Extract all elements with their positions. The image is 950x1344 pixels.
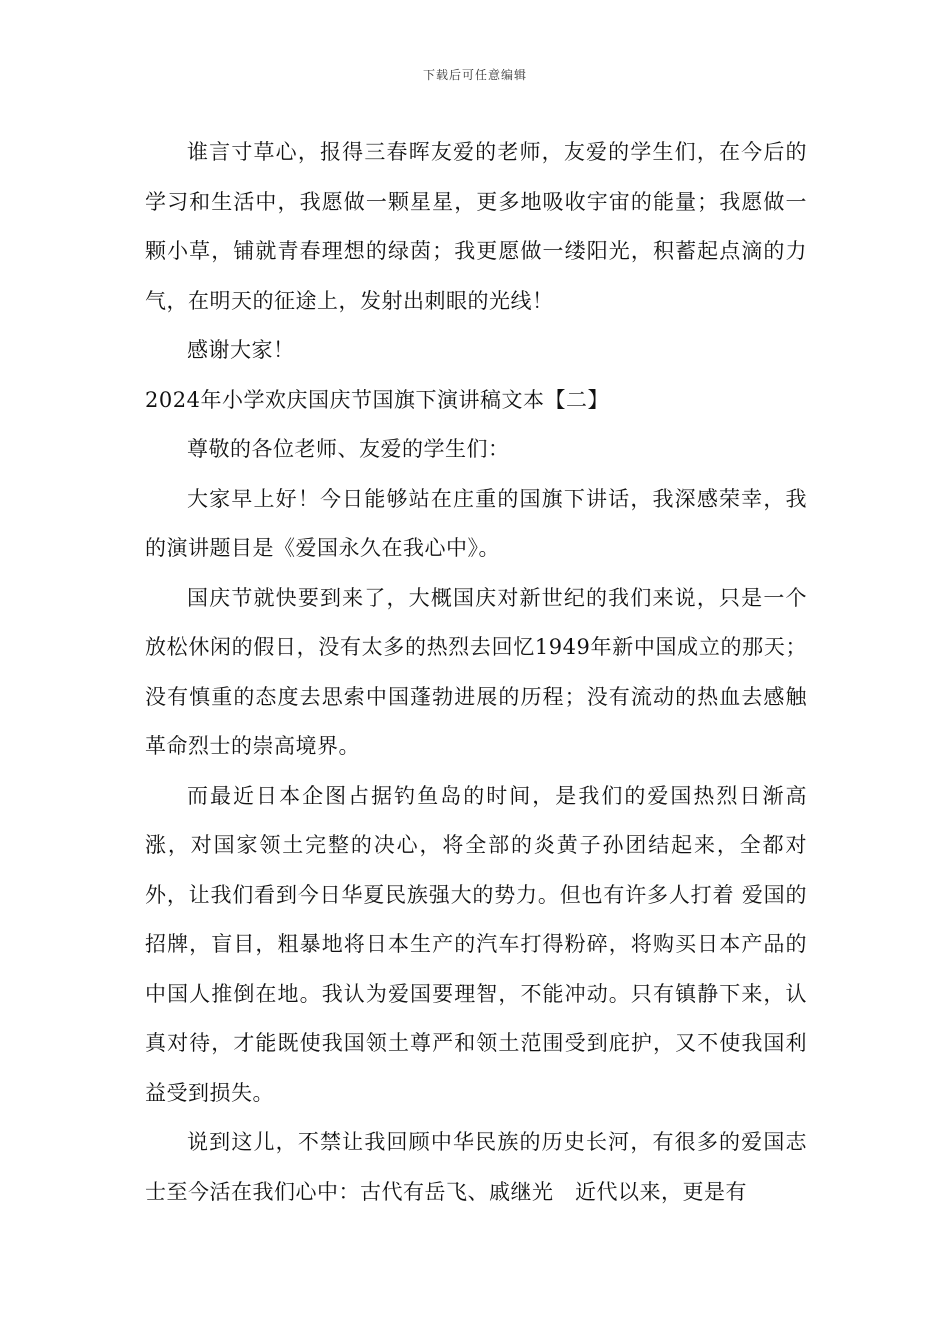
- page-header: 下载后可任意编辑: [422, 68, 527, 82]
- document-body: [145, 128, 807, 1217]
- paragraph: 国庆节就快要到来了，大概国庆对新世纪的我们来说，只是一个放松休闲的假日，没有太多的热烈去回忆1949年新中国成立的那天；没有慎重的态度去思索中国蓬勃进展的历程；没有流动的热血去感触革命烈士的崇高境界。: [145, 585, 807, 758]
- section-heading: 2024年小学欢庆国庆节国旗下演讲稿文本【二】: [145, 387, 609, 412]
- salutation: 尊敬的各位老师、友爱的学生们：: [187, 437, 510, 461]
- paragraph: 谁言寸草心，报得三春晖友爱的老师，友爱的学生们，在今后的学习和生活中，我愿做一颗星星，更多地吸收宇宙的能量；我愿做一颗小草，铺就青春理想的绿茵；我更愿做一缕阳光，积蓄起点滴的力气，在明天的征途上，发射出刺眼的光线！: [145, 140, 807, 313]
- paragraph: 感谢大家！: [187, 338, 295, 362]
- paragraph: 说到这儿，不禁让我回顾中华民族的历史长河，有很多的爱国志士至今活在我们心中：古代有岳飞、戚继光 近代以来，更是有: [145, 1130, 807, 1204]
- paragraph: 大家早上好！今日能够站在庄重的国旗下讲话，我深感荣幸，我的演讲题目是《爱国永久在我心中》。: [145, 486, 807, 560]
- paragraph: 而最近日本企图占据钓鱼岛的时间，是我们的爱国热烈日渐高涨，对国家领土完整的决心，将全部的炎黄子孙团结起来，全都对外，让我们看到今日华夏民族强大的势力。但也有许多人打着 爱国的招牌，盲目，粗暴地将日本生产的汽车打得粉碎，将购买日本产品的中国人推倒在地。我认为爱国要理智，不能冲动。只有镇静下来，认真对待，才能既使我国领土尊严和领土范围受到庇护，又不使我国利益受到损失。: [145, 783, 807, 1105]
